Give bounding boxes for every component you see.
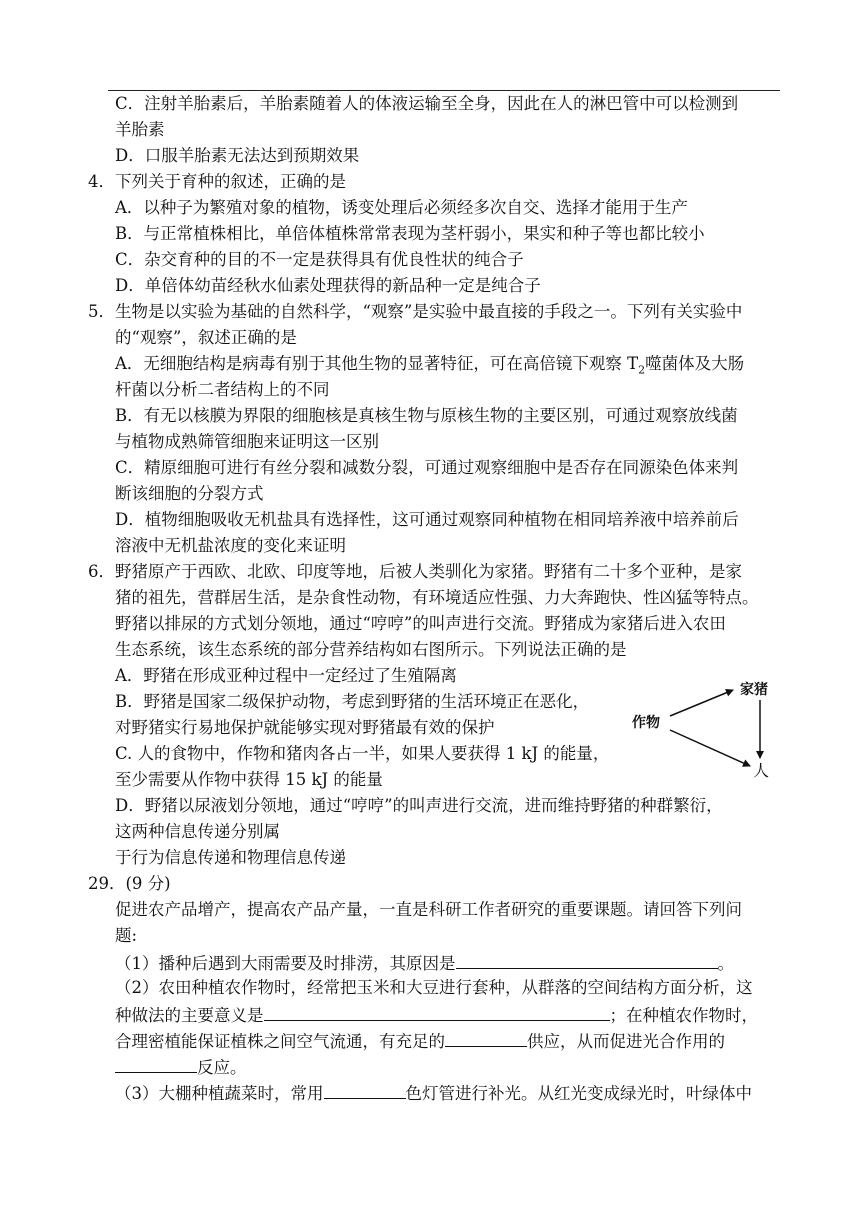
q29-p1-end: 。 <box>717 954 734 973</box>
q6-option-a: A．野猪在形成亚种过程中一定经过了生殖隔离 <box>115 666 457 685</box>
q6-option-d-line1: D．野猪以尿液划分领地，通过“哼哼”的叫声进行交流，进而维持野猪的种群繁衍， <box>115 796 723 815</box>
q29-part2-line4 <box>115 1055 247 1079</box>
q5-option-d-line1: D．植物细胞吸收无机盐具有选择性，这可通过观察同种植物在相同培养液中培养前后 <box>115 510 739 529</box>
header-rule <box>108 90 780 91</box>
q29-p2-l3-text: 合理密植能保证植株之间空气流通，有充足的 <box>115 1032 445 1051</box>
q3-option-c-line2: 羊胎素 <box>115 120 165 139</box>
q29-part1 <box>115 951 734 975</box>
q5-option-c-line1: C．精原细胞可进行有丝分裂和减数分裂，可通过观察细胞中是否存在同源染色体来判 <box>115 458 739 477</box>
answer-blank-1[interactable] <box>456 951 718 969</box>
q6-stem-line1: 6．野猪原产于西欧、北欧、印度等地，后被人类驯化为家猪。野猪有二十多个亚种，是家 <box>88 562 742 581</box>
q6-stem-line2: 猪的祖先，营群居生活，是杂食性动物，有环境适应性强、力大奔跑快、性凶猛等特点。 <box>115 588 759 607</box>
q5-stem-line2: 的“观察”，叙述正确的是 <box>115 328 297 347</box>
node-pig: 家猪 <box>740 682 768 698</box>
q5-a-text-post: 噬菌体及大肠 <box>645 354 745 373</box>
food-web-diagram <box>630 678 790 783</box>
q3-option-c-line1: C．注射羊胎素后，羊胎素随着人的体液运输至全身，因此在人的淋巴管中可以检测到 <box>115 94 739 113</box>
q4-option-a: A．以种子为繁殖对象的植物，诱变处理后必须经多次自交、选择才能用于生产 <box>115 198 688 217</box>
answer-blank-2[interactable] <box>264 1003 610 1021</box>
q29-part2-line3 <box>115 1029 725 1053</box>
q4-option-d: D．单倍体幼苗经秋水仙素处理获得的新品种一定是纯合子 <box>115 276 541 295</box>
q4-stem: 4．下列关于育种的叙述，正确的是 <box>88 172 346 191</box>
q6-option-d-line2: 这两种信息传递分别属 <box>115 822 280 841</box>
q6-option-c-line1: C. 人的食物中，作物和猪肉各占一半，如果人要获得 1 kJ 的能量， <box>115 744 610 763</box>
q29-part3 <box>115 1081 752 1105</box>
q6-option-b-line2: 对野猪实行易地保护就能够实现对野猪最有效的保护 <box>115 718 495 737</box>
q6-option-b-line1: B．野猪是国家二级保护动物，考虑到野猪的生活环境正在恶化， <box>115 692 590 711</box>
q29-p3-text: （3）大棚种植蔬菜时，常用 <box>115 1084 324 1103</box>
q6-option-c-line2: 至少需要从作物中获得 15 kJ 的能量 <box>115 770 383 789</box>
answer-blank-4[interactable] <box>115 1055 197 1073</box>
q4-option-c: C．杂交育种的目的不一定是获得具有优良性状的纯合子 <box>115 250 524 269</box>
q4-option-b: B．与正常植株相比，单倍体植株常常表现为茎杆弱小，果实和种子等也都比较小 <box>115 224 705 243</box>
q3-option-d: D．口服羊胎素无法达到预期效果 <box>115 146 360 165</box>
q5-option-c-line2: 断该细胞的分裂方式 <box>115 484 264 503</box>
answer-blank-3[interactable] <box>445 1029 527 1047</box>
q29-p3-post: 色灯管进行补光。从红光变成绿光时，叶绿体中 <box>405 1084 752 1103</box>
q6-stem-line4: 生态系统，该生态系统的部分营养结构如右图所示。下列说法正确的是 <box>115 640 627 659</box>
q5-stem-line1: 5．生物是以实验为基础的自然科学，“观察”是实验中最直接的手段之一。下列有关实验中 <box>88 302 743 321</box>
q5-option-b-line1: B．有无以核膜为界限的细胞核是真核生物与原核生物的主要区别，可通过观察放线菌 <box>115 406 738 425</box>
answer-blank-5[interactable] <box>324 1081 406 1099</box>
q6-option-d-line3: 于行为信息传递和物理信息传递 <box>115 848 346 867</box>
arrow-crop-to-human <box>670 730 750 766</box>
q29-p2-post: ；在种植农作物时， <box>609 1006 758 1025</box>
q29-p2-text: 种做法的主要意义是 <box>115 1006 264 1025</box>
q5-option-a-line1 <box>115 353 744 381</box>
arrow-crop-to-pig <box>670 690 733 716</box>
q6-stem-line3: 野猪以排尿的方式划分领地，通过“哼哼”的叫声进行交流。野猪成为家猪后进入农田 <box>115 614 726 633</box>
q5-option-a-line2: 杆菌以分析二者结构上的不同 <box>115 380 330 399</box>
node-crop: 作物 <box>632 715 660 731</box>
q29-part2-line1: （2）农田种植农作物时，经常把玉米和大豆进行套种，从群落的空间结构方面分析，这 <box>115 978 753 997</box>
q29-head: 29．(9 分) <box>88 874 171 893</box>
node-human: 人 <box>753 761 770 780</box>
q29-p2-l3-post: 供应，从而促进光合作用的 <box>527 1032 725 1051</box>
q5-option-b-line2: 与植物成熟筛管细胞来证明这一区别 <box>115 432 379 451</box>
q29-intro-line1: 促进农产品增产，提高农产品产量，一直是科研工作者研究的重要课题。请回答下列问 <box>115 900 742 919</box>
q29-p1-text: （1）播种后遇到大雨需要及时排涝，其原因是 <box>115 954 456 973</box>
q29-p2-l4-post: 反应。 <box>197 1058 247 1077</box>
q5-a-subscript: 2 <box>638 363 646 377</box>
q5-option-d-line2: 溶液中无机盐浓度的变化来证明 <box>115 536 346 555</box>
q29-intro-line2: 题: <box>115 926 138 945</box>
q29-part2-line2 <box>115 1003 758 1027</box>
q5-a-text: A．无细胞结构是病毒有别于其他生物的显著特征，可在高倍镜下观察 T <box>115 354 639 373</box>
